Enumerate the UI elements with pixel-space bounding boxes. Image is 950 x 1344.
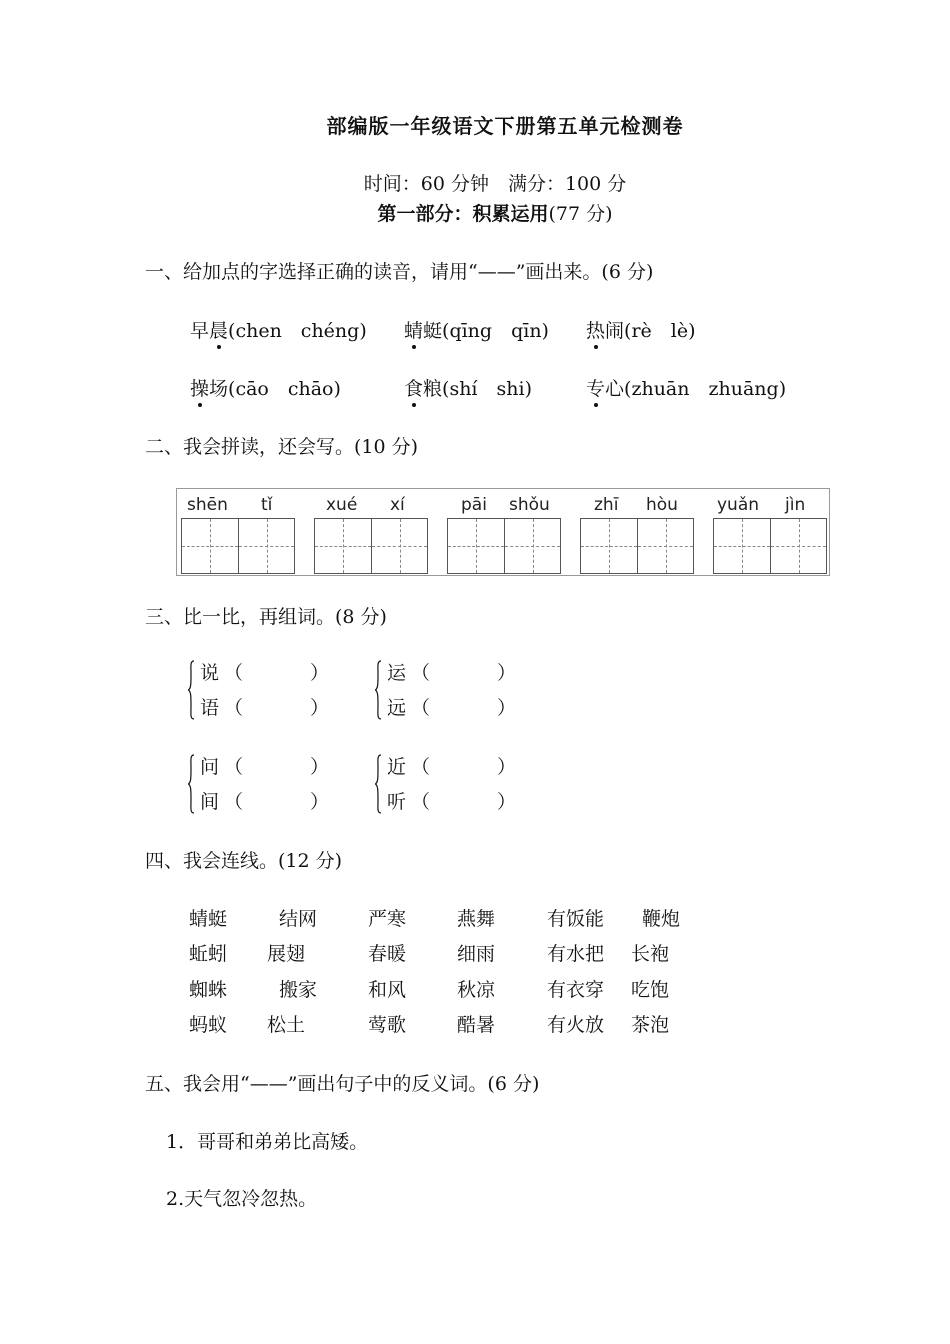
pinyin-syllable: yuǎn	[717, 495, 760, 515]
writing-cell[interactable]	[770, 519, 826, 573]
writing-cell[interactable]	[504, 519, 560, 573]
pinyin-syllable: xí	[390, 495, 405, 515]
q5-sentence-1[interactable]: 1．哥哥和弟弟比高矮。	[166, 1131, 369, 1153]
match-word[interactable]: 春暖	[368, 943, 407, 965]
open-paren: （	[411, 662, 431, 684]
close-paren: ）	[310, 791, 330, 813]
match-word[interactable]: 松土	[267, 1014, 306, 1036]
part-score: (77 分)	[548, 203, 613, 225]
match-word[interactable]: 蚯蚓	[189, 943, 228, 965]
tianzi-grid[interactable]	[314, 518, 428, 574]
brace-icon	[188, 660, 195, 720]
pinyin-syllable: hòu	[646, 495, 678, 515]
pinyin-syllable: jìn	[785, 495, 806, 515]
open-paren: （	[224, 697, 244, 719]
compare-char: 近	[387, 756, 407, 778]
compare-char: 远	[387, 697, 407, 719]
q1-options: (chen chéng)	[228, 320, 367, 342]
compare-char: 说	[200, 662, 220, 684]
match-word[interactable]: 蜘蛛	[189, 979, 228, 1001]
match-word[interactable]: 茶泡	[631, 1014, 670, 1036]
part-label: 第一部分：积累运用	[377, 203, 549, 225]
match-word[interactable]: 结网	[279, 908, 318, 930]
tianzi-grid[interactable]	[447, 518, 561, 574]
pinyin-group	[314, 489, 428, 577]
match-word[interactable]: 搬家	[279, 979, 318, 1001]
q1-item	[190, 374, 341, 401]
compare-char: 间	[200, 791, 220, 813]
compare-pair	[375, 658, 535, 728]
match-word[interactable]: 莺歌	[368, 1014, 407, 1036]
open-paren: （	[224, 662, 244, 684]
q1-item	[586, 316, 696, 343]
open-paren: （	[224, 756, 244, 778]
q5-sentence-2[interactable]: 2.天气忽冷忽热。	[166, 1188, 318, 1210]
pinyin-syllable: shēn	[187, 495, 228, 515]
q1-dotted-char: 专	[586, 374, 605, 401]
pinyin-group	[447, 489, 561, 577]
close-paren: ）	[310, 756, 330, 778]
writing-cell[interactable]	[448, 519, 504, 573]
q1-dotted-char: 蜻	[404, 316, 423, 343]
open-paren: （	[411, 697, 431, 719]
close-paren: ）	[497, 662, 517, 684]
q1-options: (cāo chāo)	[228, 378, 341, 400]
tianzi-grid[interactable]	[181, 518, 295, 574]
part-heading	[0, 199, 950, 226]
pinyin-group	[713, 489, 827, 577]
match-word[interactable]: 有水把	[547, 943, 605, 965]
close-paren: ）	[310, 697, 330, 719]
q1-char: 蜓	[423, 320, 443, 342]
pinyin-syllable: shǒu	[509, 495, 550, 515]
match-word[interactable]: 吃饱	[631, 979, 670, 1001]
compare-pair	[188, 752, 348, 822]
match-word[interactable]: 细雨	[457, 943, 496, 965]
compare-char: 问	[200, 756, 220, 778]
q1-item	[190, 316, 367, 343]
q1-options: (qīng qīn)	[442, 320, 549, 342]
q1-item	[404, 316, 549, 343]
q1-char: 早	[190, 320, 210, 342]
close-paren: ）	[497, 756, 517, 778]
q1-options: (shí shi)	[442, 378, 532, 400]
compare-char: 听	[387, 791, 407, 813]
q1-dotted-char: 食	[404, 374, 423, 401]
q4-heading: 四、我会连线。(12 分)	[145, 850, 343, 872]
match-word[interactable]: 严寒	[368, 908, 407, 930]
compare-pair	[375, 752, 535, 822]
writing-cell[interactable]	[371, 519, 427, 573]
pinyin-syllable: tǐ	[261, 495, 273, 515]
q2-heading: 二、我会拼读，还会写。(10 分)	[145, 436, 419, 458]
match-word[interactable]: 和风	[368, 979, 407, 1001]
exam-meta: 时间：60 分钟 满分：100 分	[363, 173, 627, 195]
writing-cell[interactable]	[581, 519, 637, 573]
q1-char: 场	[209, 378, 229, 400]
pinyin-syllable: pāi	[461, 495, 487, 515]
open-paren: （	[224, 791, 244, 813]
pinyin-syllable: xué	[326, 495, 358, 515]
close-paren: ）	[497, 697, 517, 719]
q1-item	[586, 374, 786, 401]
page-title: 部编版一年级语文下册第五单元检测卷	[326, 114, 684, 138]
writing-cell[interactable]	[637, 519, 693, 573]
tianzi-grid[interactable]	[713, 518, 827, 574]
open-paren: （	[411, 791, 431, 813]
q1-char: 粮	[423, 378, 443, 400]
close-paren: ）	[497, 791, 517, 813]
q1-options: (rè lè)	[624, 320, 696, 342]
match-word[interactable]: 长袍	[631, 943, 670, 965]
match-word[interactable]: 酷暑	[457, 1014, 496, 1036]
q1-dotted-char: 操	[190, 374, 209, 401]
open-paren: （	[411, 756, 431, 778]
close-paren: ）	[310, 662, 330, 684]
writing-cell[interactable]	[315, 519, 371, 573]
match-word[interactable]: 鞭炮	[642, 908, 681, 930]
compare-pair	[188, 658, 348, 728]
q3-heading: 三、比一比，再组词。(8 分)	[145, 606, 387, 628]
q1-dotted-char: 晨	[209, 316, 228, 343]
match-word[interactable]: 有衣穿	[547, 979, 605, 1001]
writing-cell[interactable]	[238, 519, 294, 573]
match-word[interactable]: 有火放	[547, 1014, 605, 1036]
match-word[interactable]: 蜻蜓	[189, 908, 228, 930]
writing-cell[interactable]	[714, 519, 770, 573]
tianzi-grid[interactable]	[580, 518, 694, 574]
brace-icon	[375, 660, 382, 720]
writing-cell[interactable]	[182, 519, 238, 573]
match-word[interactable]: 燕舞	[457, 908, 496, 930]
pinyin-writing-box	[176, 488, 830, 576]
q1-char: 闹	[605, 320, 625, 342]
match-word[interactable]: 蚂蚁	[189, 1014, 228, 1036]
q1-heading: 一、给加点的字选择正确的读音，请用“——”画出来。(6 分)	[145, 261, 654, 283]
pinyin-group	[181, 489, 295, 577]
q1-char: 心	[605, 378, 625, 400]
q1-item	[404, 374, 532, 401]
compare-char: 语	[200, 697, 220, 719]
pinyin-group	[580, 489, 694, 577]
compare-char: 运	[387, 662, 407, 684]
q1-options: (zhuān zhuāng)	[624, 378, 787, 400]
brace-icon	[188, 754, 195, 814]
brace-icon	[375, 754, 382, 814]
match-word[interactable]: 有饭能	[547, 908, 605, 930]
match-word[interactable]: 展翅	[267, 943, 306, 965]
q5-heading: 五、我会用“——”画出句子中的反义词。(6 分)	[145, 1073, 540, 1095]
q1-dotted-char: 热	[586, 316, 605, 343]
match-word[interactable]: 秋凉	[457, 979, 496, 1001]
pinyin-syllable: zhī	[594, 495, 619, 515]
